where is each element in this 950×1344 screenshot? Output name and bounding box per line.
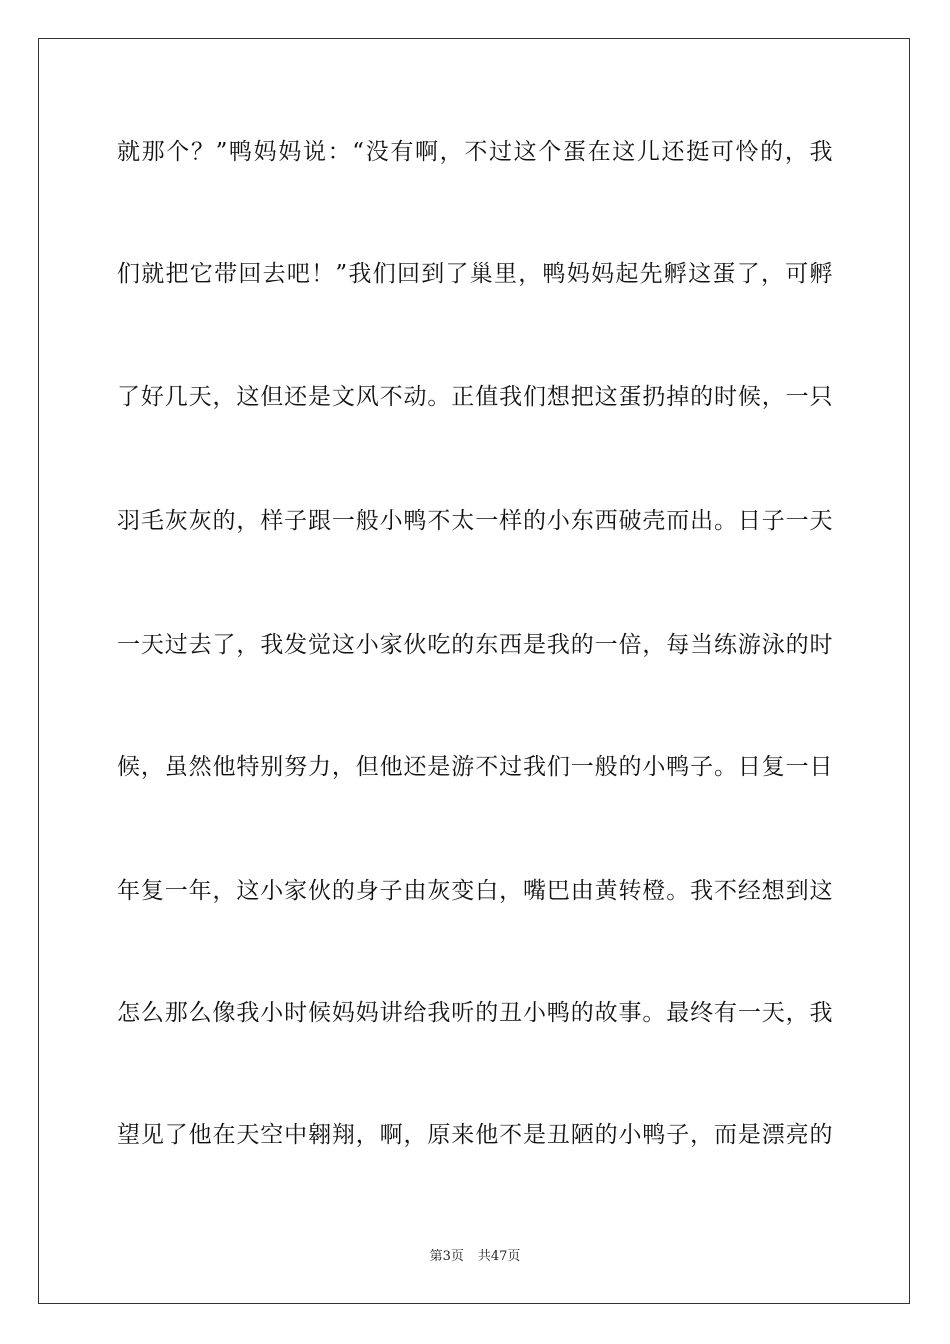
page-number: 第3页: [429, 1249, 464, 1264]
text-line-4: 羽毛灰灰的，样子跟一般小鸭不太一样的小东西破壳而出。日子一天: [117, 508, 833, 534]
text-line-1: 就那个？”鸭妈妈说：“没有啊，不过这个蛋在这儿还挺可怜的，我: [117, 139, 833, 165]
total-pages: 共47页: [477, 1249, 521, 1264]
text-line-3: 了好几天，这但还是文风不动。正值我们想把这蛋扔掉的时候，一只: [117, 384, 833, 410]
text-line-2: 们就把它带回去吧！”我们回到了巢里，鸭妈妈起先孵这蛋了，可孵: [117, 261, 833, 287]
text-line-8: 怎么那么像我小时候妈妈讲给我听的丑小鸭的故事。最终有一天，我: [117, 1000, 833, 1026]
page-footer: [0, 1249, 950, 1265]
text-line-9: 望见了他在天空中翱翔，啊，原来他不是丑陋的小鸭子，而是漂亮的: [117, 1122, 833, 1148]
page-border: [38, 38, 910, 1304]
text-line-7: 年复一年，这小家伙的身子由灰变白，嘴巴由黄转橙。我不经想到这: [117, 878, 833, 904]
text-line-5: 一天过去了，我发觉这小家伙吃的东西是我的一倍，每当练游泳的时: [117, 632, 833, 658]
text-line-6: 候，虽然他特别努力，但他还是游不过我们一般的小鸭子。日复一日: [117, 754, 833, 780]
